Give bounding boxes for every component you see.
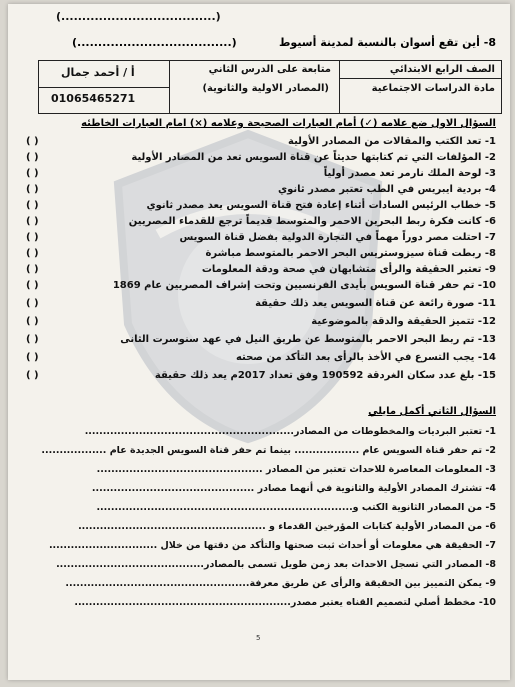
fill-item-8: 8- المصادر التي تسجل الاحداث بعد زمن طويل تسمى بالمصادر......................................... [56,559,496,570]
tf-item-6: 6- كانت فكرة ربط البحرين الاحمر والمتوسط قديماً ترجع للقدماء المصريين ( ) [26,216,496,227]
tf-item-3: 3- لوحة الملك نارمر تعد مصدر أولياً ( ) [26,168,496,179]
fill-item-2: 2- تم حفر قناة السويس عام .................. بينما تم حفر قناة السويس الجديدة عام .................. [41,445,496,456]
tf-item-7: 7- احتلت مصر دوراً مهماً في التجارة الدولية بفضل قناة السويس ( ) [26,232,496,243]
fill-item-6: 6- من المصادر الأولية كتابات المؤرخين القدماء و .................................................... [78,521,496,532]
section-1-title: السؤال الاول ضع علامه (✓) أمام العبارات الصحيحة وعلامه (×) امام العبارات الخاطئه [81,118,496,129]
lesson-sources-label: (المصادر الاولية والثانوية) [202,83,329,94]
tf-item-13: 13- تم ربط البحر الاحمر بالمتوسط عن طريق النيل في عهد سنوسرت الثانى ( ) [26,334,496,345]
header-table [38,60,502,114]
tf-item-15: 15- بلغ عدد سكان الغردقة 190592 وفق تعداد 2017م يعد ذلك حقيقة ( ) [26,370,496,381]
answer-blank-1: (.....................................) [56,10,221,23]
grade-label: الصف الرابع الابتدائي [389,64,495,75]
tf-item-1: 1- تعد الكتب والمقالات من المصادر الأولية ( ) [26,136,496,147]
answer-blank-2: (.....................................) [72,36,237,49]
fill-item-10: 10- مخطط أصلي لتصميم القناه يعتبر مصدر............................................................ [74,597,496,608]
tf-item-9: 9- تعتبر الحقيقة والرأى متشابهان في صحة ودقة المعلومات ( ) [26,264,496,275]
question-8 [16,36,496,49]
tf-item-5: 5- خطاب الرئيس السادات أثناء إعادة فتح قناة السويس يعد مصدر ثانوي ( ) [26,200,496,211]
tf-item-10: 10- تم حفر قناة السويس بأيدى الفرنسيين وتحت إشراف المصريين عام 1869 ( ) [26,280,496,291]
worksheet-page [8,4,510,680]
page-number: 5 [256,634,261,642]
question-8-text: 8- أين تقع أسوان بالنسبة لمدينة أسيوط [279,36,496,49]
fill-item-1: 1- تعتبر البرديات والمخطوطات من المصادر.......................................................... [84,426,496,437]
fill-item-7: 7- الحقيقة هي معلومات أو أحداث ثبت صحتها والتأكد من دقتها من خلال .............................. [48,540,496,551]
tf-item-11: 11- صورة رائعة عن قناة السويس يعد ذلك حقيقة ( ) [26,298,496,309]
follow-up-label: متابعة على الدرس الثاني [208,64,331,75]
tf-item-12: 12- تتميز الحقيقة والدقة بالموضوعية ( ) [26,316,496,327]
fill-item-3: 3- المعلومات المعاصرة للاحداث تعتبر من المصادر .............................................. [96,464,496,475]
teacher-phone: 01065465271 [51,92,136,105]
section-2-title: السؤال الثاني أكمل مايلي [368,406,496,417]
tf-item-4: 4- بردية ايبريس في الطب تعتبر مصدر ثانوي ( ) [26,184,496,195]
fill-item-5: 5- من المصادر الثانوية الكتب و....................................................................... [96,502,496,513]
fill-item-4: 4- تشترك المصادر الأولية والثانوية في أنهما مصادر ............................................. [91,483,496,494]
tf-item-8: 8- ربطت قناة سيزوستريس البحر الاحمر بالمتوسط مباشرة ( ) [26,248,496,259]
subject-label: مادة الدراسات الاجتماعية [371,83,495,94]
tf-item-14: 14- يجب التسرع في الأخذ بالرأى بعد التأكد من صحته ( ) [26,352,496,363]
tf-item-2: 2- المؤلفات التي تم كتابتها حديثاً عن قناة السويس تعد من المصادر الأولية ( ) [26,152,496,163]
fill-item-9: 9- يمكن التمييز بين الحقيقة والرأى عن طريق معرفة................................................... [65,578,496,589]
teacher-name: أ / أحمد جمال [61,66,135,79]
